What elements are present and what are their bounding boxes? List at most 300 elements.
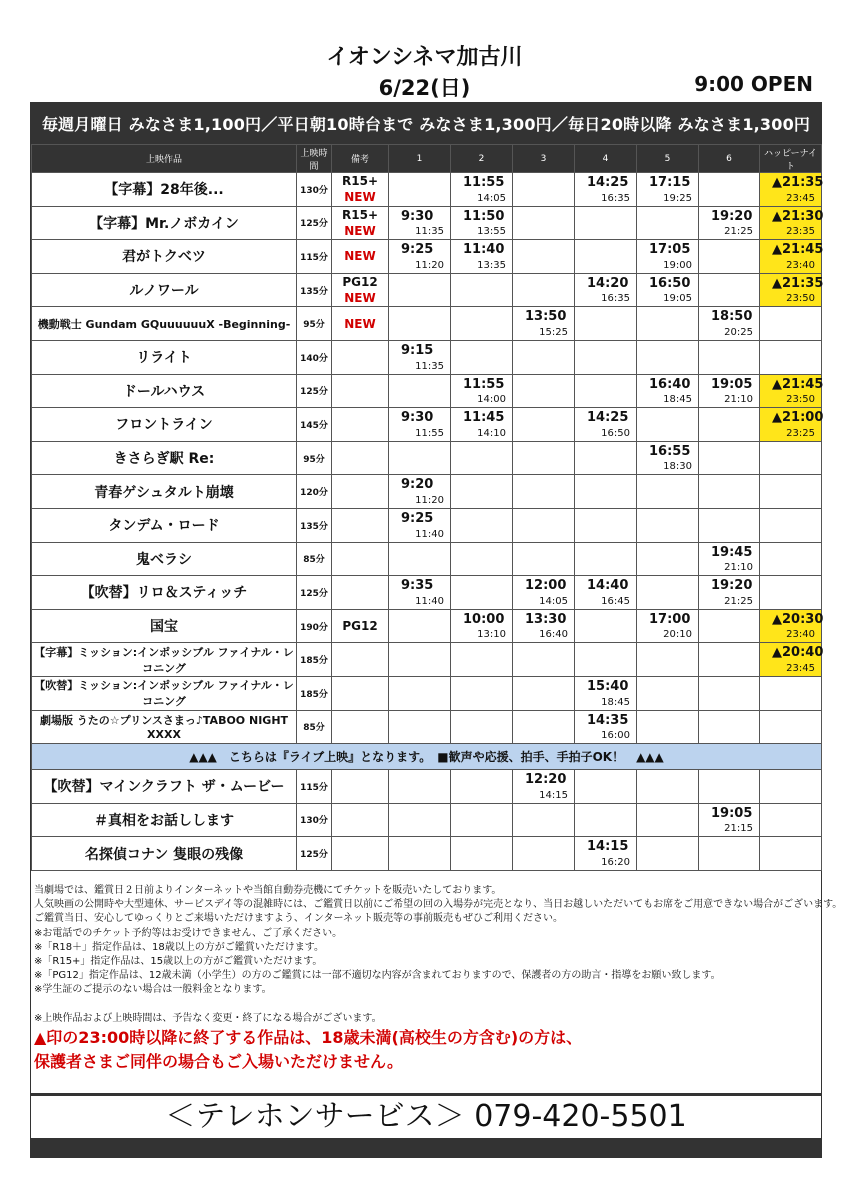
showtime-cell (389, 340, 451, 374)
showtime-end: 21:25 (724, 595, 753, 607)
showtime-cell (575, 576, 637, 610)
showtime-cell (451, 643, 513, 677)
showtime-start: 16:50 (649, 275, 691, 291)
showtime-cell (637, 542, 699, 576)
col-header-happy-night: ハッピーナイト (760, 145, 822, 173)
note-line (34, 998, 814, 1012)
film-runtime: 135分 (297, 508, 332, 542)
showtime-cell (389, 710, 451, 744)
showtime-cell (451, 408, 513, 442)
schedule-table (31, 144, 822, 871)
age-warning-line-1: ▲印の23:00時以降に終了する作品は、18歳未満(高校生の方含む)の方は、 (34, 1028, 583, 1047)
film-runtime: 130分 (297, 173, 332, 207)
showtime-cell (451, 609, 513, 643)
showtime-start: 14:35 (587, 712, 629, 728)
showtime-cell (513, 508, 575, 542)
film-title: 劇場版 うたの☆プリンスさまっ♪TABOO NIGHT XXXX (32, 710, 297, 744)
new-badge: NEW (344, 291, 376, 306)
showtime-end: 23:40 (786, 629, 815, 641)
showtime-cell (451, 770, 513, 804)
showtime-cell (389, 206, 451, 240)
film-title: 【字幕】28年後... (32, 173, 297, 207)
showtime-cell (699, 374, 760, 408)
film-runtime: 115分 (297, 770, 332, 804)
showtime-start: 11:45 (463, 410, 505, 426)
film-row (32, 643, 822, 677)
note-line: ※学生証のご提示のない場合は一般料金となります。 (34, 984, 272, 996)
film-runtime: 185分 (297, 676, 332, 710)
showtime-cell (637, 273, 699, 307)
new-badge: NEW (344, 249, 376, 264)
showtime-cell (389, 542, 451, 576)
showtime-end: 14:00 (477, 394, 506, 406)
showtime-end: 14:05 (477, 192, 506, 204)
showtime-cell (513, 206, 575, 240)
film-title: 【字幕】Mr.ノボカイン (32, 206, 297, 240)
note-line: 人気映画の公開時や大型連休、サービスデイ等の混雑時には、ご鑑賞日以前にご希望の回の入場券が完売となり、当日お越しいただいてもお席をご用意できない場合がございます。 (34, 899, 843, 911)
film-row (32, 408, 822, 442)
showtime-end: 16:50 (601, 427, 630, 439)
showtime-cell (451, 803, 513, 837)
rating-badge: R15+ (342, 174, 378, 189)
happy-night-cell (760, 173, 822, 207)
showtime-end: 19:05 (663, 293, 692, 305)
showtime-end: 16:40 (539, 629, 568, 641)
showtime-end: 13:35 (477, 259, 506, 271)
film-note (332, 374, 389, 408)
live-notice: ▲▲▲ こちらは『ライブ上映』となります。 ■歓声や応援、拍手、手拍子OK！ ▲▲▲ (32, 744, 822, 770)
showtime-start: 12:00 (525, 578, 567, 594)
showtime-cell (575, 542, 637, 576)
showtime-cell (575, 609, 637, 643)
showtime-start: 14:25 (587, 410, 629, 426)
film-row (32, 576, 822, 610)
showtime-start: ▲21:35 (772, 175, 824, 190)
showtime-cell (637, 441, 699, 475)
showtime-start: 9:30 (401, 410, 434, 426)
showtime-cell (637, 374, 699, 408)
showtime-start: 19:20 (711, 208, 753, 224)
col-header-screen-1: 1 (389, 145, 451, 173)
showtime-start: 18:50 (711, 309, 753, 325)
film-note (332, 340, 389, 374)
showtime-cell (699, 576, 760, 610)
col-header-screen-5: 5 (637, 145, 699, 173)
showtime-cell (451, 173, 513, 207)
film-title: 【字幕】ミッション:インポッシブル ファイナル・レコニング (32, 643, 297, 677)
showtime-end: 15:25 (539, 326, 568, 338)
showtime-end: 16:35 (601, 192, 630, 204)
showtime-cell (699, 837, 760, 871)
showtime-start: 11:55 (463, 175, 505, 190)
showtime-cell (575, 173, 637, 207)
showtime-end: 14:15 (539, 789, 568, 801)
film-title: 機動戦士 Gundam GQuuuuuuX -Beginning- (32, 307, 297, 341)
showtime-start: 15:40 (587, 678, 629, 694)
showtime-end: 23:40 (786, 259, 815, 271)
col-header-screen-2: 2 (451, 145, 513, 173)
showtime-end: 19:00 (663, 259, 692, 271)
showtime-start: 9:25 (401, 242, 434, 258)
film-row (32, 837, 822, 871)
price-banner: 毎週月曜日 みなさま1,100円／平日朝10時台まで みなさま1,300円／毎日20時以降 みなさま1,300円 (31, 103, 821, 144)
showtime-cell (575, 273, 637, 307)
showtime-start: 13:50 (525, 309, 567, 325)
showtime-start: 9:15 (401, 342, 434, 358)
film-title: 国宝 (32, 609, 297, 643)
showtime-cell (513, 374, 575, 408)
showtime-end: 20:25 (724, 326, 753, 338)
showtime-cell (451, 837, 513, 871)
showtime-cell (575, 374, 637, 408)
cinema-title: イオンシネマ加古川 (326, 45, 523, 70)
film-title: タンデム・ロード (32, 508, 297, 542)
age-warning (34, 1026, 814, 1074)
showtime-start: 14:15 (587, 839, 629, 855)
showtime-cell (575, 770, 637, 804)
showtime-start: 11:55 (463, 376, 505, 392)
showtime-start: 17:15 (649, 175, 691, 190)
showtime-cell (637, 643, 699, 677)
showtime-end: 21:25 (724, 226, 753, 238)
showtime-start: 11:50 (463, 208, 505, 224)
film-row (32, 340, 822, 374)
showtime-cell (575, 307, 637, 341)
note-line: ※「PG12」指定作品は、12歳未満（小学生）の方のご鑑賞には一部不適切な内容が含まれておりますので、保護者の方の助言・指導をお願い致します。 (34, 970, 721, 982)
film-runtime: 145分 (297, 408, 332, 442)
film-title: ＃真相をお話しします (32, 803, 297, 837)
showtime-cell (451, 475, 513, 509)
film-title: 【吹替】ミッション:インポッシブル ファイナル・レコニング (32, 676, 297, 710)
happy-night-cell (760, 803, 822, 837)
showtime-start: 11:40 (463, 242, 505, 258)
showtime-cell (637, 676, 699, 710)
showtime-start: ▲21:35 (772, 275, 824, 291)
happy-night-cell (760, 643, 822, 677)
showtime-end: 11:40 (415, 528, 444, 540)
happy-night-cell (760, 374, 822, 408)
rating-badge: PG12 (342, 619, 378, 634)
showtime-end: 23:45 (786, 192, 815, 204)
film-runtime: 125分 (297, 206, 332, 240)
showtime-cell (451, 340, 513, 374)
showtime-start: 9:30 (401, 208, 434, 224)
showtime-start: 9:35 (401, 578, 434, 594)
film-note (332, 609, 389, 643)
showtime-start: 14:25 (587, 175, 629, 190)
happy-night-cell (760, 710, 822, 744)
note-line: ※「R15+」指定作品は、15歳以上の方がご鑑賞いただけます。 (34, 956, 323, 968)
film-title: 君がトクベツ (32, 240, 297, 274)
showtime-cell (699, 508, 760, 542)
showtime-cell (699, 803, 760, 837)
showtime-end: 14:10 (477, 427, 506, 439)
showtime-end: 11:55 (415, 427, 444, 439)
film-row (32, 307, 822, 341)
showtime-end: 21:10 (724, 394, 753, 406)
film-note (332, 273, 389, 307)
showtime-start: 19:05 (711, 805, 753, 821)
film-runtime: 140分 (297, 340, 332, 374)
film-title: 鬼ベラシ (32, 542, 297, 576)
happy-night-cell (760, 240, 822, 274)
showtime-cell (637, 803, 699, 837)
showtime-cell (637, 710, 699, 744)
film-runtime: 125分 (297, 837, 332, 871)
showtime-start: 12:20 (525, 772, 567, 788)
showtime-cell (389, 475, 451, 509)
note-line: ※上映作品および上映時間は、予告なく変更・終了になる場合がございます。 (34, 1012, 382, 1024)
showtime-end: 23:35 (786, 226, 815, 238)
showtime-cell (699, 770, 760, 804)
showtime-cell (575, 475, 637, 509)
showtime-cell (575, 408, 637, 442)
showtime-cell (513, 542, 575, 576)
showtime-start: 17:05 (649, 242, 691, 258)
film-runtime: 120分 (297, 475, 332, 509)
film-note (332, 206, 389, 240)
showtime-cell (451, 273, 513, 307)
showtime-end: 11:20 (415, 259, 444, 271)
showtime-cell (637, 206, 699, 240)
showtime-end: 16:35 (601, 293, 630, 305)
film-note (332, 240, 389, 274)
showtime-cell (513, 408, 575, 442)
showtime-cell (513, 441, 575, 475)
telephone-service: ＜テレホンサービス＞ 079-420-5501 (165, 1099, 687, 1134)
film-note (332, 837, 389, 871)
showtime-cell (575, 803, 637, 837)
film-note (332, 441, 389, 475)
showtime-end: 21:15 (724, 823, 753, 835)
film-row (32, 273, 822, 307)
film-runtime: 115分 (297, 240, 332, 274)
film-runtime: 190分 (297, 609, 332, 643)
col-header-screen-6: 6 (699, 145, 760, 173)
showtime-start: ▲21:00 (772, 410, 824, 426)
film-title: 青春ゲシュタルト崩壊 (32, 475, 297, 509)
film-row (32, 609, 822, 643)
showtime-end: 11:40 (415, 595, 444, 607)
new-badge: NEW (344, 316, 376, 331)
showtime-cell (513, 273, 575, 307)
showtime-cell (389, 576, 451, 610)
film-title: 【吹替】リロ＆スティッチ (32, 576, 297, 610)
showtime-start: 9:20 (401, 477, 434, 493)
new-badge: NEW (344, 190, 376, 205)
showtime-start: ▲20:40 (772, 645, 824, 661)
showtime-cell (389, 643, 451, 677)
happy-night-cell (760, 340, 822, 374)
film-row (32, 770, 822, 804)
film-note (332, 508, 389, 542)
film-row (32, 803, 822, 837)
showtime-cell (389, 173, 451, 207)
film-row (32, 475, 822, 509)
film-runtime: 95分 (297, 441, 332, 475)
showtime-start: 14:20 (587, 275, 629, 291)
rating-badge: R15+ (342, 207, 378, 222)
showtime-cell (637, 307, 699, 341)
showtime-end: 13:10 (477, 629, 506, 641)
film-title: リライト (32, 340, 297, 374)
footer-bar (31, 1138, 821, 1157)
showtime-end: 23:45 (786, 662, 815, 674)
film-note (332, 770, 389, 804)
showtime-end: 11:20 (415, 494, 444, 506)
showtime-cell (575, 676, 637, 710)
happy-night-cell (760, 475, 822, 509)
happy-night-cell (760, 676, 822, 710)
showtime-cell (575, 206, 637, 240)
showtime-cell (699, 340, 760, 374)
showtime-start: 9:25 (401, 510, 434, 526)
film-row (32, 441, 822, 475)
film-row (32, 508, 822, 542)
showtime-cell (637, 837, 699, 871)
showtime-cell (451, 307, 513, 341)
film-row (32, 173, 822, 207)
film-title: きさらぎ駅 Re: (32, 441, 297, 475)
open-time: 9:00 OPEN (694, 72, 813, 96)
showtime-end: 16:00 (601, 730, 630, 742)
showtime-cell (451, 508, 513, 542)
showtime-cell (699, 408, 760, 442)
showtime-cell (451, 710, 513, 744)
showtime-end: 18:30 (663, 461, 692, 473)
showtime-end: 13:55 (477, 226, 506, 238)
showtime-cell (699, 206, 760, 240)
notes-section (34, 884, 843, 1026)
col-header-runtime: 上映時間 (297, 145, 332, 173)
showtime-cell (575, 340, 637, 374)
showtime-cell (389, 609, 451, 643)
showtime-start: ▲21:45 (772, 242, 824, 258)
showtime-cell (451, 441, 513, 475)
happy-night-cell (760, 206, 822, 240)
showtime-start: 16:40 (649, 376, 691, 392)
showtime-start: 13:30 (525, 611, 567, 627)
showtime-cell (389, 408, 451, 442)
showtime-cell (575, 441, 637, 475)
happy-night-cell (760, 770, 822, 804)
showtime-end: 11:35 (415, 360, 444, 372)
happy-night-cell (760, 441, 822, 475)
showtime-cell (699, 609, 760, 643)
showtime-cell (699, 542, 760, 576)
showtime-end: 18:45 (601, 696, 630, 708)
showtime-end: 16:45 (601, 595, 630, 607)
showtime-cell (699, 240, 760, 274)
film-title: ドールハウス (32, 374, 297, 408)
note-line: ご鑑賞当日、安心してゆっくりとご来場いただけますよう、インターネット販売等の事前販売もぜひご利用ください。 (34, 913, 563, 925)
live-notice-row (32, 744, 822, 770)
showtime-start: 17:00 (649, 611, 691, 627)
table-header-row (32, 145, 822, 173)
showtime-end: 18:45 (663, 394, 692, 406)
film-row (32, 206, 822, 240)
film-note (332, 475, 389, 509)
showtime-cell (389, 240, 451, 274)
showtime-cell (637, 173, 699, 207)
showtime-cell (513, 173, 575, 207)
showtime-cell (637, 408, 699, 442)
showtime-end: 19:25 (663, 192, 692, 204)
showtime-cell (389, 803, 451, 837)
showtime-end: 23:50 (786, 394, 815, 406)
showtime-cell (389, 307, 451, 341)
age-warning-line-2: 保護者さまご同伴の場合もご入場いただけません。 (34, 1052, 403, 1071)
film-title: 【吹替】マインクラフト ザ・ムービー (32, 770, 297, 804)
showtime-cell (451, 576, 513, 610)
showtime-end: 16:20 (601, 856, 630, 868)
showtime-cell (699, 676, 760, 710)
showtime-cell (637, 340, 699, 374)
showtime-cell (451, 542, 513, 576)
showtime-cell (575, 643, 637, 677)
happy-night-cell (760, 307, 822, 341)
new-badge: NEW (344, 223, 376, 238)
showtime-cell (389, 508, 451, 542)
film-note (332, 643, 389, 677)
showtime-cell (699, 173, 760, 207)
col-header-note: 備考 (332, 145, 389, 173)
showtime-end: 23:25 (786, 427, 815, 439)
film-runtime: 125分 (297, 374, 332, 408)
showtime-cell (699, 273, 760, 307)
happy-night-cell (760, 273, 822, 307)
film-note (332, 803, 389, 837)
film-runtime: 85分 (297, 542, 332, 576)
showtime-cell (513, 803, 575, 837)
film-row (32, 542, 822, 576)
col-header-screen-4: 4 (575, 145, 637, 173)
happy-night-cell (760, 542, 822, 576)
showtime-cell (389, 837, 451, 871)
film-note (332, 307, 389, 341)
note-line: ※「R18＋」指定作品は、18歳以上の方がご鑑賞いただけます。 (34, 941, 324, 953)
showtime-cell (637, 240, 699, 274)
showtime-cell (389, 770, 451, 804)
showtime-cell (389, 374, 451, 408)
showtime-start: 14:40 (587, 578, 629, 594)
film-row (32, 676, 822, 710)
showtime-end: 20:10 (663, 629, 692, 641)
showtime-cell (637, 576, 699, 610)
showtime-cell (451, 374, 513, 408)
showtime-start: ▲20:30 (772, 611, 824, 627)
note-line: ※お電話でのチケット予約等はお受けできません、ご了承ください。 (34, 927, 343, 939)
happy-night-cell (760, 576, 822, 610)
showtime-cell (699, 643, 760, 677)
showtime-cell (637, 475, 699, 509)
showtime-cell (451, 206, 513, 240)
col-header-title: 上映作品 (32, 145, 297, 173)
showtime-start: 19:20 (711, 578, 753, 594)
showtime-cell (699, 710, 760, 744)
showtime-start: ▲21:30 (772, 208, 824, 224)
happy-night-cell (760, 508, 822, 542)
film-row (32, 710, 822, 744)
film-note (332, 676, 389, 710)
showtime-cell (575, 508, 637, 542)
showtime-start: ▲21:45 (772, 376, 824, 392)
film-note (332, 408, 389, 442)
showtime-start: 16:55 (649, 443, 691, 459)
showtime-start: 19:05 (711, 376, 753, 392)
showtime-start: 19:45 (711, 544, 753, 560)
showtime-cell (389, 676, 451, 710)
